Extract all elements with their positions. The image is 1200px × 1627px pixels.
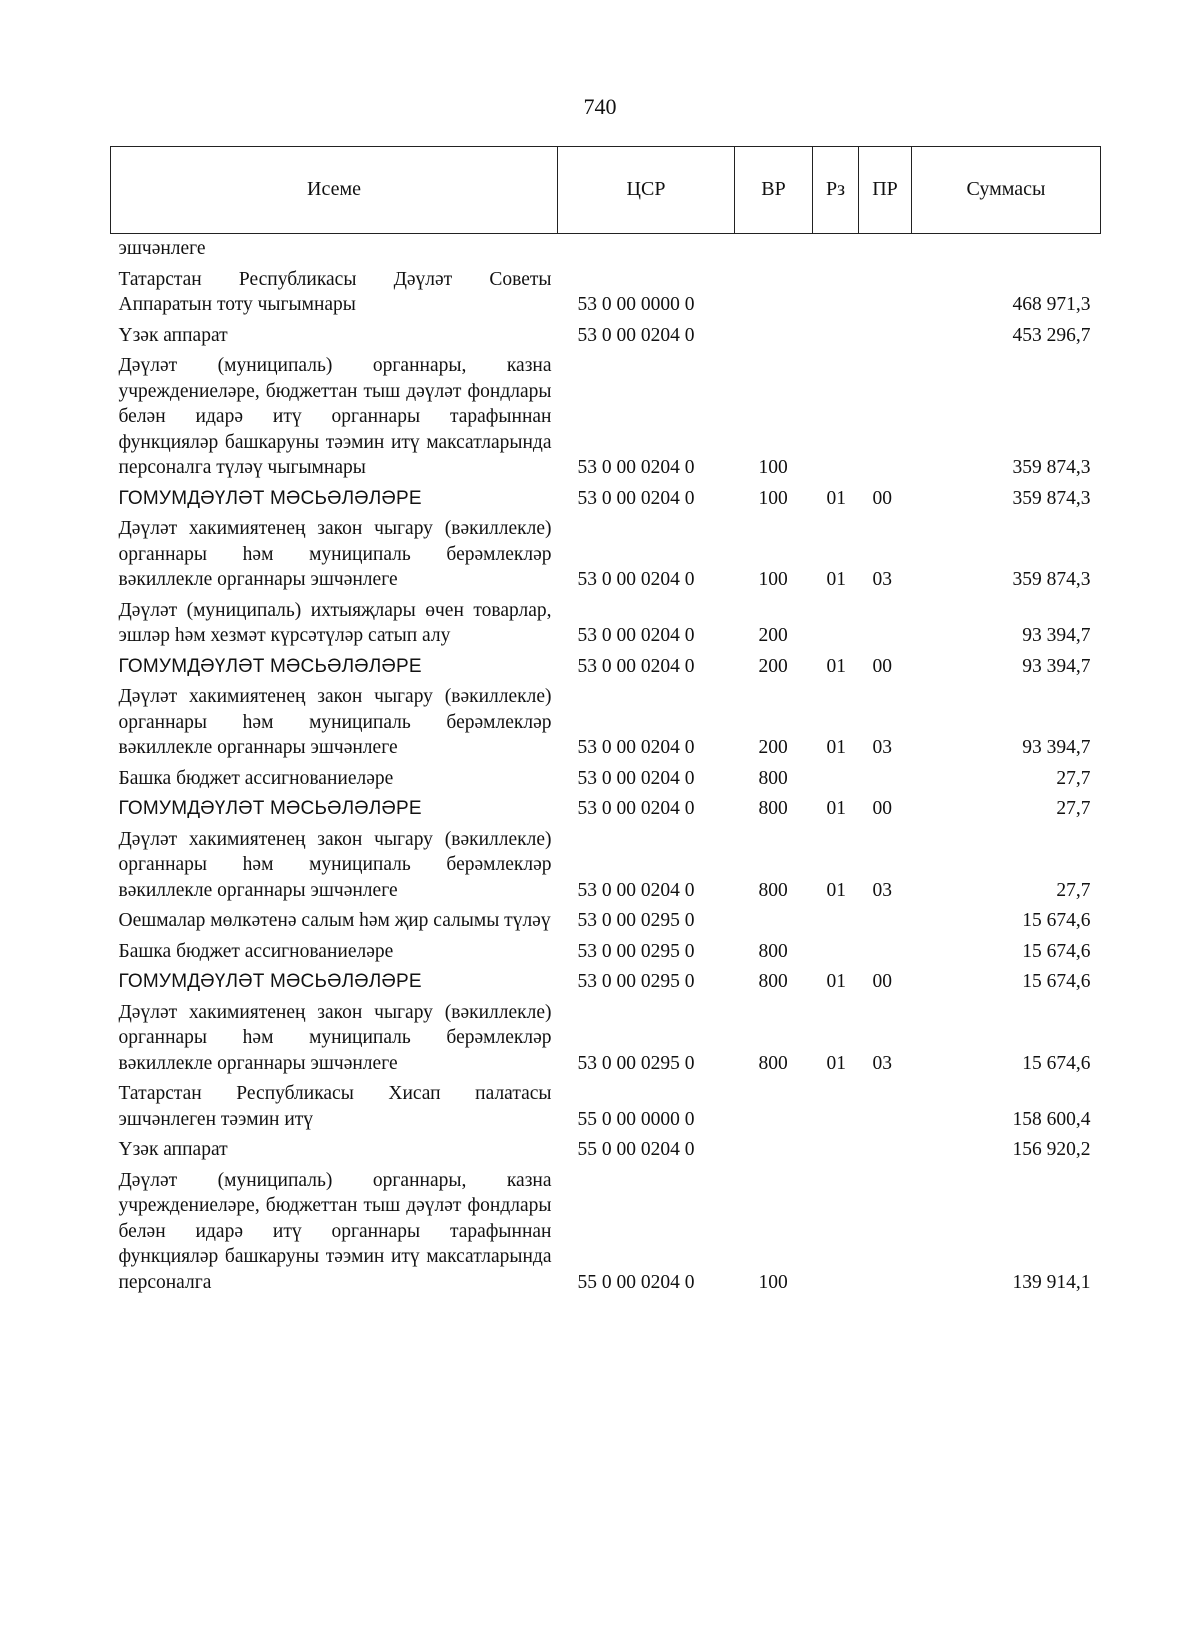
- cell-vr: 100: [758, 1271, 788, 1293]
- cell-rz: [813, 937, 859, 968]
- cell-csr: 53 0 00 0204 0: [577, 798, 695, 819]
- cell-csr: 53 0 00 0204 0: [577, 569, 695, 590]
- cell-rz: 01: [826, 971, 846, 992]
- cell-sum: 15 674,6: [1022, 910, 1091, 931]
- cell-pr: 00: [872, 487, 892, 509]
- cell-pr: [859, 1166, 912, 1299]
- cell-rz: [813, 596, 859, 652]
- header-csr: ЦСР: [558, 147, 735, 234]
- cell-pr: [859, 265, 912, 321]
- cell-csr: 53 0 00 0295 0: [577, 910, 695, 931]
- cell-name: Дәүләт (муниципаль) органнары, казна учреждениеләре, бюджеттан тыш дәүләт фондлары белән идарә итү органнары тарафыннан функцияләр башкаруны тәэмин итү максатларында персоналга: [118, 1169, 552, 1293]
- table-row: [111, 764, 1101, 795]
- table-row: [111, 1166, 1101, 1299]
- cell-pr: [859, 321, 912, 352]
- cell-sum: 93 394,7: [1022, 625, 1091, 646]
- page-number: 740: [583, 94, 617, 119]
- cell-rz: [813, 234, 859, 265]
- cell-vr: 100: [758, 457, 788, 478]
- cell-rz: [813, 321, 859, 352]
- cell-name: Татарстан Республикасы Хисап палатасы эшчәнлеген тәэмин итү: [118, 1083, 552, 1130]
- cell-rz: 01: [826, 569, 846, 590]
- cell-pr: 03: [872, 1052, 892, 1074]
- table-row: [111, 794, 1101, 825]
- cell-sum: 93 394,7: [1022, 655, 1091, 677]
- cell-rz: [813, 1166, 859, 1299]
- cell-vr: [735, 1079, 813, 1135]
- cell-name: Башка бюджет ассигнованиеләре: [118, 767, 394, 789]
- cell-sum: 15 674,6: [1022, 971, 1091, 992]
- cell-sum: 27,7: [1056, 767, 1091, 789]
- cell-sum: 158 600,4: [1012, 1108, 1091, 1130]
- cell-pr: [859, 1079, 912, 1135]
- cell-vr: 100: [758, 569, 788, 590]
- cell-csr: 53 0 00 0204 0: [577, 457, 695, 478]
- cell-pr: [859, 906, 912, 937]
- cell-csr: 53 0 00 0204 0: [577, 737, 695, 758]
- table-row: [111, 967, 1101, 998]
- cell-name: Дәүләт (муниципаль) органнары, казна учреждениеләре, бюджеттан тыш дәүләт фондлары белән идарә итү органнары тарафыннан функцияләр башкаруны тәэмин итү максатларында персоналга түләү чыгымнары: [118, 355, 552, 478]
- cell-pr: [859, 351, 912, 484]
- cell-pr: 00: [872, 798, 892, 819]
- budget-table: [110, 146, 1101, 1298]
- cell-csr: 55 0 00 0000 0: [577, 1108, 695, 1130]
- cell-name: Үзәк аппарат: [118, 324, 228, 346]
- table-body: [111, 234, 1101, 1299]
- cell-name: Дәүләт (муниципаль) ихтыяҗлары өчен товарлар, эшләр һәм хезмәт күрсәтүләр сатып алу: [118, 599, 552, 646]
- table-row: [111, 514, 1101, 596]
- cell-vr: 200: [758, 625, 788, 646]
- cell-sum: [912, 234, 1101, 265]
- cell-pr: [859, 1135, 912, 1166]
- table-row: [111, 652, 1101, 683]
- cell-name: Оешмалар мөлкәтенә салым һәм җир салымы түләү: [118, 910, 551, 931]
- cell-sum: 468 971,3: [1012, 294, 1091, 315]
- table-row: [111, 1079, 1101, 1135]
- cell-name: ГОМУМДӘҮЛӘТ МӘСЬӘЛӘЛӘРЕ: [118, 971, 422, 992]
- cell-vr: 800: [758, 767, 788, 789]
- cell-name: Дәүләт хакимиятенең закон чыгару (вәкиллекле) органнары һәм муниципаль берәмлекләр вәкиллекле органнары эшчәнлеге: [118, 828, 552, 901]
- table-row: [111, 234, 1101, 265]
- cell-pr: 03: [872, 737, 892, 758]
- table-row: [111, 265, 1101, 321]
- cell-vr: 200: [758, 655, 788, 677]
- cell-rz: 01: [826, 487, 846, 509]
- cell-rz: [813, 265, 859, 321]
- cell-csr: 53 0 00 0204 0: [577, 655, 695, 677]
- cell-csr: 55 0 00 0204 0: [577, 1139, 695, 1160]
- cell-rz: [813, 764, 859, 795]
- cell-vr: [735, 265, 813, 321]
- table-header: [111, 147, 1101, 234]
- cell-pr: [859, 764, 912, 795]
- cell-rz: [813, 1079, 859, 1135]
- cell-rz: [813, 906, 859, 937]
- cell-pr: 03: [872, 569, 892, 590]
- cell-csr: 53 0 00 0295 0: [577, 971, 695, 992]
- table-row: [111, 1135, 1101, 1166]
- cell-vr: 800: [758, 879, 788, 901]
- cell-name: эшчәнлеге: [118, 238, 206, 259]
- cell-vr: 200: [758, 737, 788, 758]
- cell-vr: [735, 906, 813, 937]
- cell-csr: 53 0 00 0000 0: [577, 294, 695, 315]
- cell-sum: 15 674,6: [1022, 940, 1091, 962]
- table-row: [111, 596, 1101, 652]
- cell-csr: 53 0 00 0204 0: [577, 487, 695, 509]
- cell-csr: 53 0 00 0204 0: [577, 767, 695, 789]
- cell-sum: 93 394,7: [1022, 737, 1091, 758]
- cell-rz: 01: [826, 798, 846, 819]
- cell-csr: [558, 234, 735, 265]
- cell-pr: 00: [872, 971, 892, 992]
- cell-sum: 453 296,7: [1012, 324, 1091, 346]
- table-row: [111, 321, 1101, 352]
- cell-csr: 53 0 00 0204 0: [577, 879, 695, 901]
- cell-rz: [813, 1135, 859, 1166]
- cell-vr: [735, 234, 813, 265]
- cell-csr: 53 0 00 0295 0: [577, 940, 695, 962]
- header-vr: ВР: [735, 147, 813, 234]
- cell-csr: 53 0 00 0295 0: [577, 1052, 695, 1074]
- table-row: [111, 682, 1101, 764]
- cell-sum: 156 920,2: [1012, 1139, 1091, 1160]
- cell-rz: [813, 351, 859, 484]
- table-row: [111, 825, 1101, 907]
- cell-vr: 800: [758, 1052, 788, 1074]
- cell-vr: 800: [758, 940, 788, 962]
- cell-sum: 359 874,3: [1012, 487, 1091, 509]
- cell-name: Татарстан Республикасы Дәүләт Советы Аппаратын тоту чыгымнары: [118, 268, 552, 315]
- cell-sum: 359 874,3: [1012, 569, 1091, 590]
- cell-name: Дәүләт хакимиятенең закон чыгару (вәкиллекле) органнары һәм муниципаль берәмлекләр вәкиллекле органнары эшчәнлеге: [118, 686, 552, 758]
- cell-name: Башка бюджет ассигнованиеләре: [118, 940, 394, 962]
- cell-pr: 03: [872, 879, 892, 901]
- cell-pr: 00: [872, 655, 892, 677]
- table-row: [111, 937, 1101, 968]
- cell-name: Үзәк аппарат: [118, 1139, 228, 1160]
- header-name: Исеме: [111, 147, 558, 234]
- cell-name: ГОМУМДӘҮЛӘТ МӘСЬӘЛӘЛӘРЕ: [118, 487, 422, 509]
- cell-rz: 01: [826, 1052, 846, 1074]
- cell-name: Дәүләт хакимиятенең закон чыгару (вәкиллекле) органнары һәм муниципаль берәмлекләр вәкиллекле органнары эшчәнлеге: [118, 518, 552, 590]
- table-row: [111, 906, 1101, 937]
- cell-name: ГОМУМДӘҮЛӘТ МӘСЬӘЛӘЛӘРЕ: [118, 655, 422, 677]
- table-row: [111, 998, 1101, 1080]
- cell-rz: 01: [826, 737, 846, 758]
- header-pr: ПР: [859, 147, 912, 234]
- cell-vr: 800: [758, 798, 788, 819]
- cell-csr: 53 0 00 0204 0: [577, 324, 695, 346]
- cell-sum: 27,7: [1056, 879, 1091, 901]
- cell-rz: 01: [826, 655, 846, 677]
- cell-vr: [735, 321, 813, 352]
- cell-csr: 53 0 00 0204 0: [577, 625, 695, 646]
- cell-sum: 15 674,6: [1022, 1052, 1091, 1074]
- cell-vr: 100: [758, 487, 788, 509]
- cell-pr: [859, 937, 912, 968]
- cell-pr: [859, 596, 912, 652]
- cell-sum: 359 874,3: [1012, 457, 1091, 478]
- cell-vr: 800: [758, 971, 788, 992]
- header-sum: Суммасы: [912, 147, 1101, 234]
- cell-rz: 01: [826, 879, 846, 901]
- cell-sum: 27,7: [1056, 798, 1091, 819]
- table-row: [111, 484, 1101, 515]
- table-row: [111, 351, 1101, 484]
- cell-vr: [735, 1135, 813, 1166]
- header-rz: Рз: [813, 147, 859, 234]
- cell-csr: 55 0 00 0204 0: [577, 1271, 695, 1293]
- cell-pr: [859, 234, 912, 265]
- cell-name: ГОМУМДӘҮЛӘТ МӘСЬӘЛӘЛӘРЕ: [118, 798, 422, 819]
- cell-sum: 139 914,1: [1012, 1271, 1091, 1293]
- cell-name: Дәүләт хакимиятенең закон чыгару (вәкиллекле) органнары һәм муниципаль берәмлекләр вәкиллекле органнары эшчәнлеге: [118, 1001, 552, 1074]
